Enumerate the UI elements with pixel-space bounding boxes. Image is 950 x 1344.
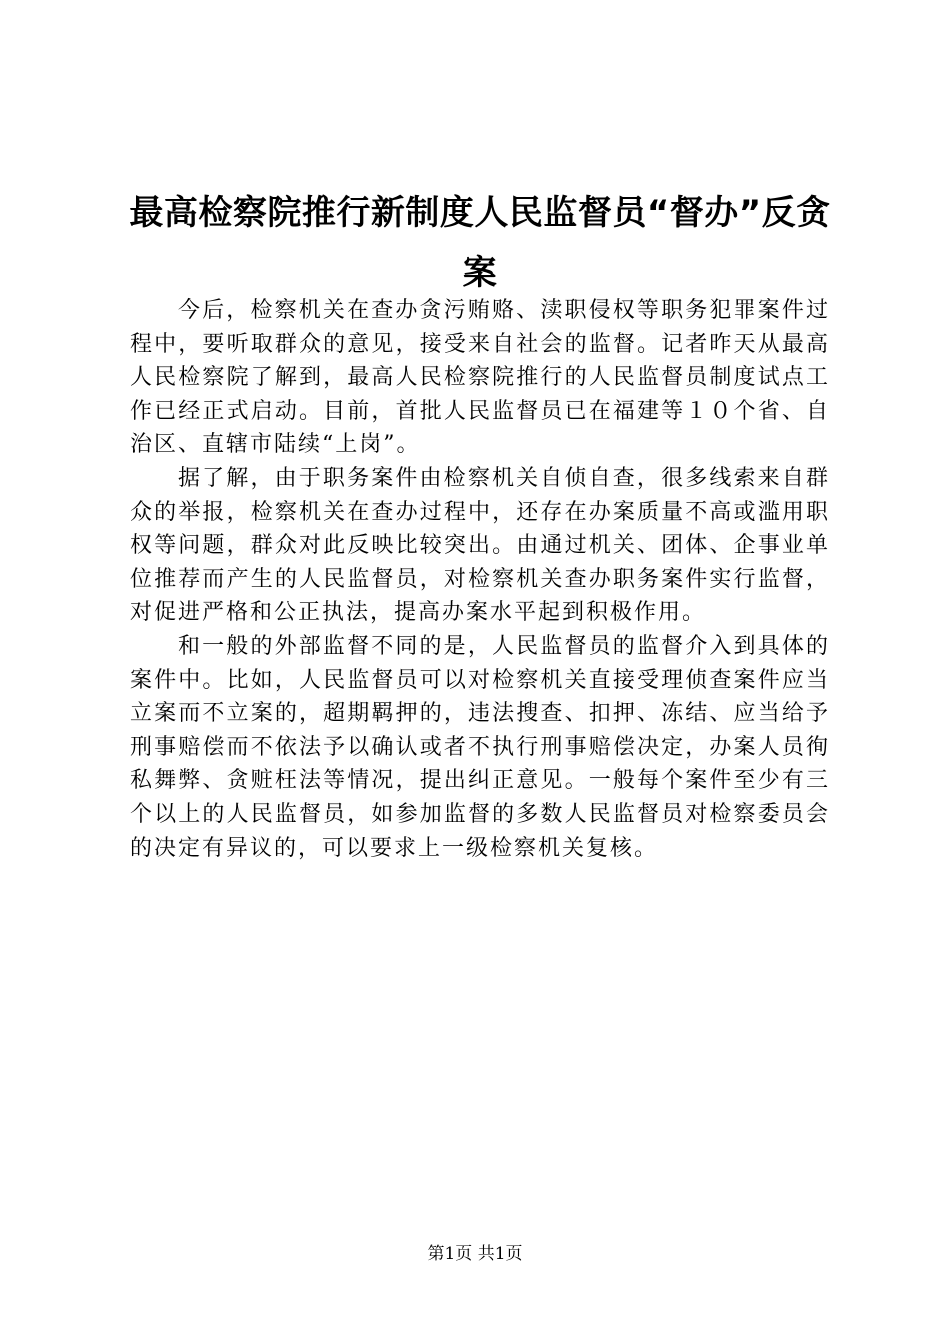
paragraph-3: 和一般的外部监督不同的是，人民监督员的监督介入到具体的案件中。比如，人民监督员可以对检察机关直接受理侦查案件应当立案而不立案的，超期羁押的，违法搜查、扣押、冻结、应当给予刑事赔偿而不依法予以确认或者不执行刑事赔偿决定，办案人员徇私舞弊、贪赃枉法等情况，提出纠正意见。一般每个案件至少有三个以上的人民监督员，如参加监督的多数人民监督员对检察委员会的决定有异议的，可以要求上一级检察机关复核。	[130, 633, 830, 861]
paragraph-1: 今后，检察机关在查办贪污贿赂、渎职侵权等职务犯罪案件过程中，要听取群众的意见，接受来自社会的监督。记者昨天从最高人民检察院了解到，最高人民检察院推行的人民监督员制度试点工作已经正式启动。目前，首批人民监督员已在福建等１０个省、自治区、直辖市陆续“上岗”。	[130, 298, 830, 458]
page-footer: 第1页 共1页	[427, 1244, 523, 1264]
paragraph-2: 据了解，由于职务案件由检察机关自侦自查，很多线索来自群众的举报，检察机关在查办过程中，还存在办案质量不高或滥用职权等问题，群众对此反映比较突出。由通过机关、团体、企事业单位推荐而产生的人民监督员，对检察机关查办职务案件实行监督，对促进严格和公正执法，提高办案水平起到积极作用。	[130, 465, 830, 626]
document-body	[130, 294, 830, 865]
document-title: 最高检察院推行新制度人民监督员“督办”反贪案	[129, 193, 831, 293]
